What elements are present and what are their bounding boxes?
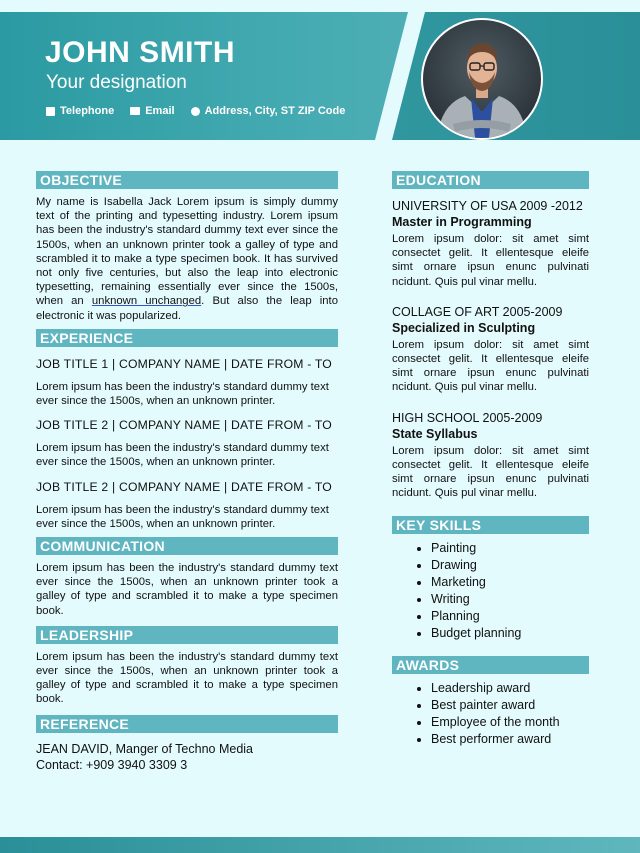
profile-person-image bbox=[423, 20, 541, 138]
education-heading: EDUCATION bbox=[392, 171, 589, 189]
contact-address-label: Address, City, ST ZIP Code bbox=[204, 105, 346, 117]
list-item: • Drawing bbox=[431, 557, 589, 574]
job-description: Lorem ipsum has been the industry's standard dummy text ever since the 1500s, when an unknown printer. bbox=[36, 380, 329, 408]
education-degree: State Syllabus bbox=[392, 426, 478, 441]
experience-list bbox=[36, 357, 338, 531]
contact-email-label: Email bbox=[145, 105, 175, 117]
job-title: JOB TITLE 2 | COMPANY NAME | DATE FROM - TO bbox=[36, 418, 332, 433]
list-item: • Budget planning bbox=[431, 625, 589, 642]
reference-heading: REFERENCE bbox=[36, 715, 338, 733]
objective-heading: OBJECTIVE bbox=[36, 171, 338, 189]
objective-text-part2: . But also the leap into electronic it was popularized. bbox=[36, 295, 338, 322]
designation: Your designation bbox=[46, 72, 187, 93]
contact-address bbox=[191, 105, 346, 117]
contact-row bbox=[46, 105, 345, 117]
education-item bbox=[392, 305, 589, 395]
communication-heading: COMMUNICATION bbox=[36, 537, 338, 555]
reference-block bbox=[36, 741, 338, 773]
contact-telephone bbox=[46, 105, 114, 117]
objective-text-part1: My name is Isabella Jack Lorem ipsum is simply dummy text of the printing and typesetting industry. Lorem ipsum has been the industry's standard dummy text ever since the 1500s, when an unknown printer took a galley of type and scrambled it to make a type specimen book. It has survived not only five centuries, but also the leap into electronic typesetting, remaining essentially ever since the 1500s, when an bbox=[36, 196, 338, 308]
education-item bbox=[392, 411, 589, 501]
education-degree: Specialized in Sculpting bbox=[392, 320, 536, 335]
list-item: • Marketing bbox=[431, 574, 589, 591]
job-title: JOB TITLE 2 | COMPANY NAME | DATE FROM - TO bbox=[36, 479, 332, 494]
profile-photo bbox=[421, 18, 543, 140]
list-item: • Painting bbox=[431, 540, 589, 557]
list-item: • Best painter award bbox=[431, 697, 589, 714]
contact-email bbox=[130, 105, 174, 117]
objective-text-underlined: unknown unchanged bbox=[91, 295, 202, 308]
right-column bbox=[392, 171, 589, 758]
reference-contact: Contact: +909 3940 3309 3 bbox=[36, 757, 188, 772]
candidate-name: JOHN SMITH bbox=[45, 36, 236, 69]
list-item: • Employee of the month bbox=[431, 714, 589, 731]
education-degree: Master in Programming bbox=[392, 215, 532, 229]
education-description: Lorem ipsum dolor: sit amet simt consectet gelit. It ellentesque eleife simt ornare ipsun enunc pulvinati ncidunt. Quis pul vinar mellu. bbox=[392, 338, 589, 394]
reference-name: JEAN DAVID, Manger of Techno Media bbox=[36, 741, 253, 756]
education-school: COLLAGE OF ART 2005-2009 bbox=[392, 304, 563, 319]
list-item: • Writing bbox=[431, 591, 589, 608]
awards-heading: AWARDS bbox=[392, 656, 589, 674]
job-title: JOB TITLE 1 | COMPANY NAME | DATE FROM - TO bbox=[36, 356, 332, 371]
skills-list bbox=[392, 540, 589, 642]
education-description: Lorem ipsum dolor: sit amet simt consectet gelit. It ellentesque eleife simt ornare ipsun enunc pulvinati ncidunt. Quis pul vinar mellu. bbox=[392, 444, 589, 500]
mail-icon bbox=[130, 107, 140, 115]
education-description: Lorem ipsum dolor: sit amet simt consectet gelit. It ellentesque eleife simt ornare ipsun enunc pulvinati ncidunt. Quis pul vinar mellu. bbox=[392, 233, 589, 288]
skills-heading: KEY SKILLS bbox=[392, 516, 589, 534]
education-school: HIGH SCHOOL 2005-2009 bbox=[392, 410, 543, 425]
objective-text bbox=[36, 195, 338, 323]
left-column bbox=[36, 171, 338, 773]
globe-icon bbox=[191, 107, 200, 116]
awards-list bbox=[392, 680, 589, 748]
experience-heading: EXPERIENCE bbox=[36, 329, 338, 347]
communication-text: Lorem ipsum has been the industry's standard dummy text ever since the 1500s, when an unknown printer took a galley of type and scrambled it to make a type specimen book. bbox=[36, 562, 338, 617]
job-description: Lorem ipsum has been the industry's standard dummy text ever since the 1500s, when an unknown printer. bbox=[36, 503, 329, 530]
phone-icon bbox=[46, 107, 55, 116]
list-item: • Best performer award bbox=[431, 731, 589, 748]
education-item bbox=[392, 199, 589, 289]
list-item: • Planning bbox=[431, 608, 589, 625]
list-item: • Leadership award bbox=[431, 680, 589, 697]
leadership-text: Lorem ipsum has been the industry's standard dummy text ever since the 1500s, when an unknown printer took a galley of type and scrambled it to make a type specimen book. bbox=[36, 650, 338, 706]
footer-band bbox=[0, 837, 640, 853]
job-description: Lorem ipsum has been the industry's standard dummy text ever since the 1500s, when an unknown printer. bbox=[36, 442, 329, 469]
leadership-heading: LEADERSHIP bbox=[36, 626, 338, 644]
education-school: UNIVERSITY OF USA 2009 -2012 bbox=[392, 199, 583, 213]
contact-telephone-label: Telephone bbox=[60, 105, 115, 117]
